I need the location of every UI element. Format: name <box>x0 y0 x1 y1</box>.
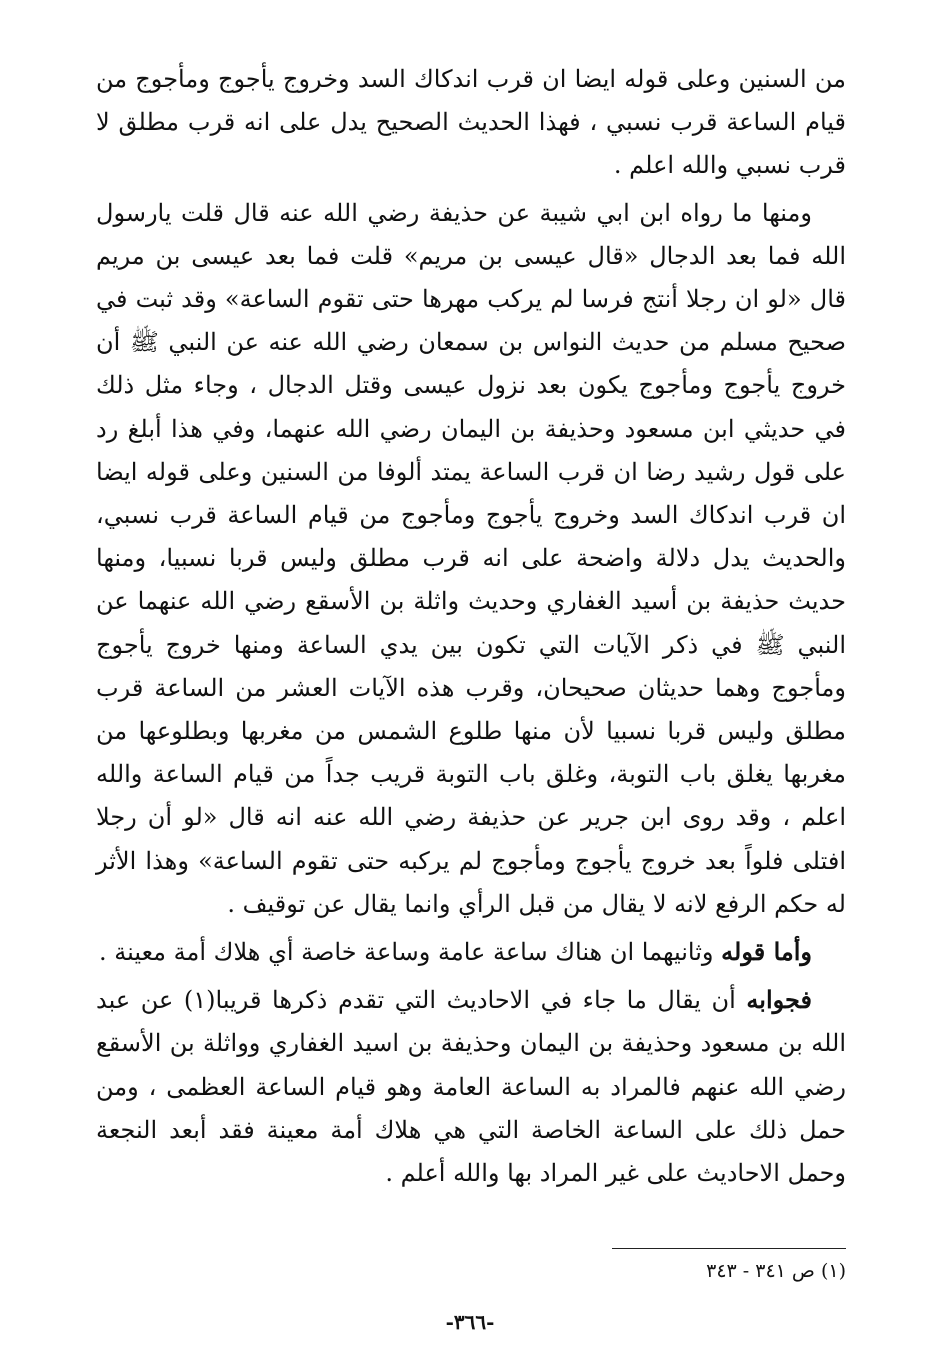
paragraph-text: ومنها ما رواه ابن ابي شيبة عن حذيفة رضي الله عنه قال قلت يارسول الله فما بعد الدجال «قال عيسى بن مريم» قلت فما بعد عيسى بن مريم قال «لو ان رجلا أنتج فرسا لم يركب مهرها حتى تقوم الساعة» وقد ثبت في صحيح مسلم من حديث النواس بن سمعان رضي الله عنه عن النبي ﷺ أن خروج يأجوج ومأجوج يكون بعد نزول عيسى وقتل الدجال ، وجاء مثل ذلك في حديثي ابن مسعود وحذيفة بن اليمان رضي الله عنهما، وفي هذا أبلغ رد على قول رشيد رضا ان قرب الساعة يمتد ألوفا من السنين وعلى قوله ايضا ان قرب اندكاك السد وخروج يأجوج ومأجوج من قيام الساعة قرب نسبي، والحديث يدل دلالة واضحة على انه قرب مطلق وليس قربا نسبيا، ومنها حديث حذيفة بن أسيد الغفاري وحديث واثلة بن الأسقع رضي الله عنهما عن النبي ﷺ في ذكر الآيات التي تكون بين يدي الساعة ومنها خروج يأجوج ومأجوج وهما حديثان صحيحان، وقرب هذه الآيات العشر من الساعة قرب مطلق وليس قربا نسبيا لأن منها طلوع الشمس من مغربها وبطلوعها من مغربها يغلق باب التوبة، وغلق باب التوبة قريب جداً من قيام الساعة والله اعلم ، وقد روى ابن جرير عن حذيفة رضي الله عنه انه قال «لو أن رجلا افتلى فلواً بعد خروج يأجوج ومأجوج لم يركبه حتى تقوم الساعة» وهذا الأثر له حكم الرفع لانه لا يقال من قبل الرأي وانما يقال عن توقيف . <box>96 198 846 918</box>
paragraph-text: وثانيهما ان هناك ساعة عامة وساعة خاصة أي هلاك أمة معينة . <box>98 938 722 967</box>
body-text <box>96 58 846 1195</box>
page-number: -٣٦٦- <box>445 1310 495 1334</box>
paragraph-objection <box>96 930 846 974</box>
paragraph-lead: فجوابه <box>746 985 812 1015</box>
paragraph-text: من السنين وعلى قوله ايضا ان قرب اندكاك السد وخروج يأجوج ومأجوج من قيام الساعة قرب نسبي ، فهذا الحديث الصحيح يدل على انه قرب مطلق لا قرب نسبي والله اعلم . <box>96 65 846 180</box>
paragraph-lead: وأما قوله <box>721 937 812 967</box>
paragraph-answer <box>96 978 846 1195</box>
footnote-divider <box>612 1248 846 1249</box>
paragraph-hadith-evidence <box>96 192 846 926</box>
footnote: (١) ص ٣٤١ - ٣٤٣ <box>706 1260 846 1282</box>
paragraph-text: أن يقال ما جاء في الاحاديث التي تقدم ذكرها قريبا(١) عن عبد الله بن مسعود وحذيفة بن اليمان وحذيفة بن اسيد الغفاري وواثلة بن الأسقع رضي الله عنهم فالمراد به الساعة العامة وهو قيام الساعة العظمى ، ومن حمل ذلك على الساعة الخاصة التي هي هلاك أمة معينة فقد أبعد النجعة وحمل الاحاديث على غير المراد بها والله أعلم . <box>96 986 846 1188</box>
paragraph-continuation <box>96 58 846 188</box>
